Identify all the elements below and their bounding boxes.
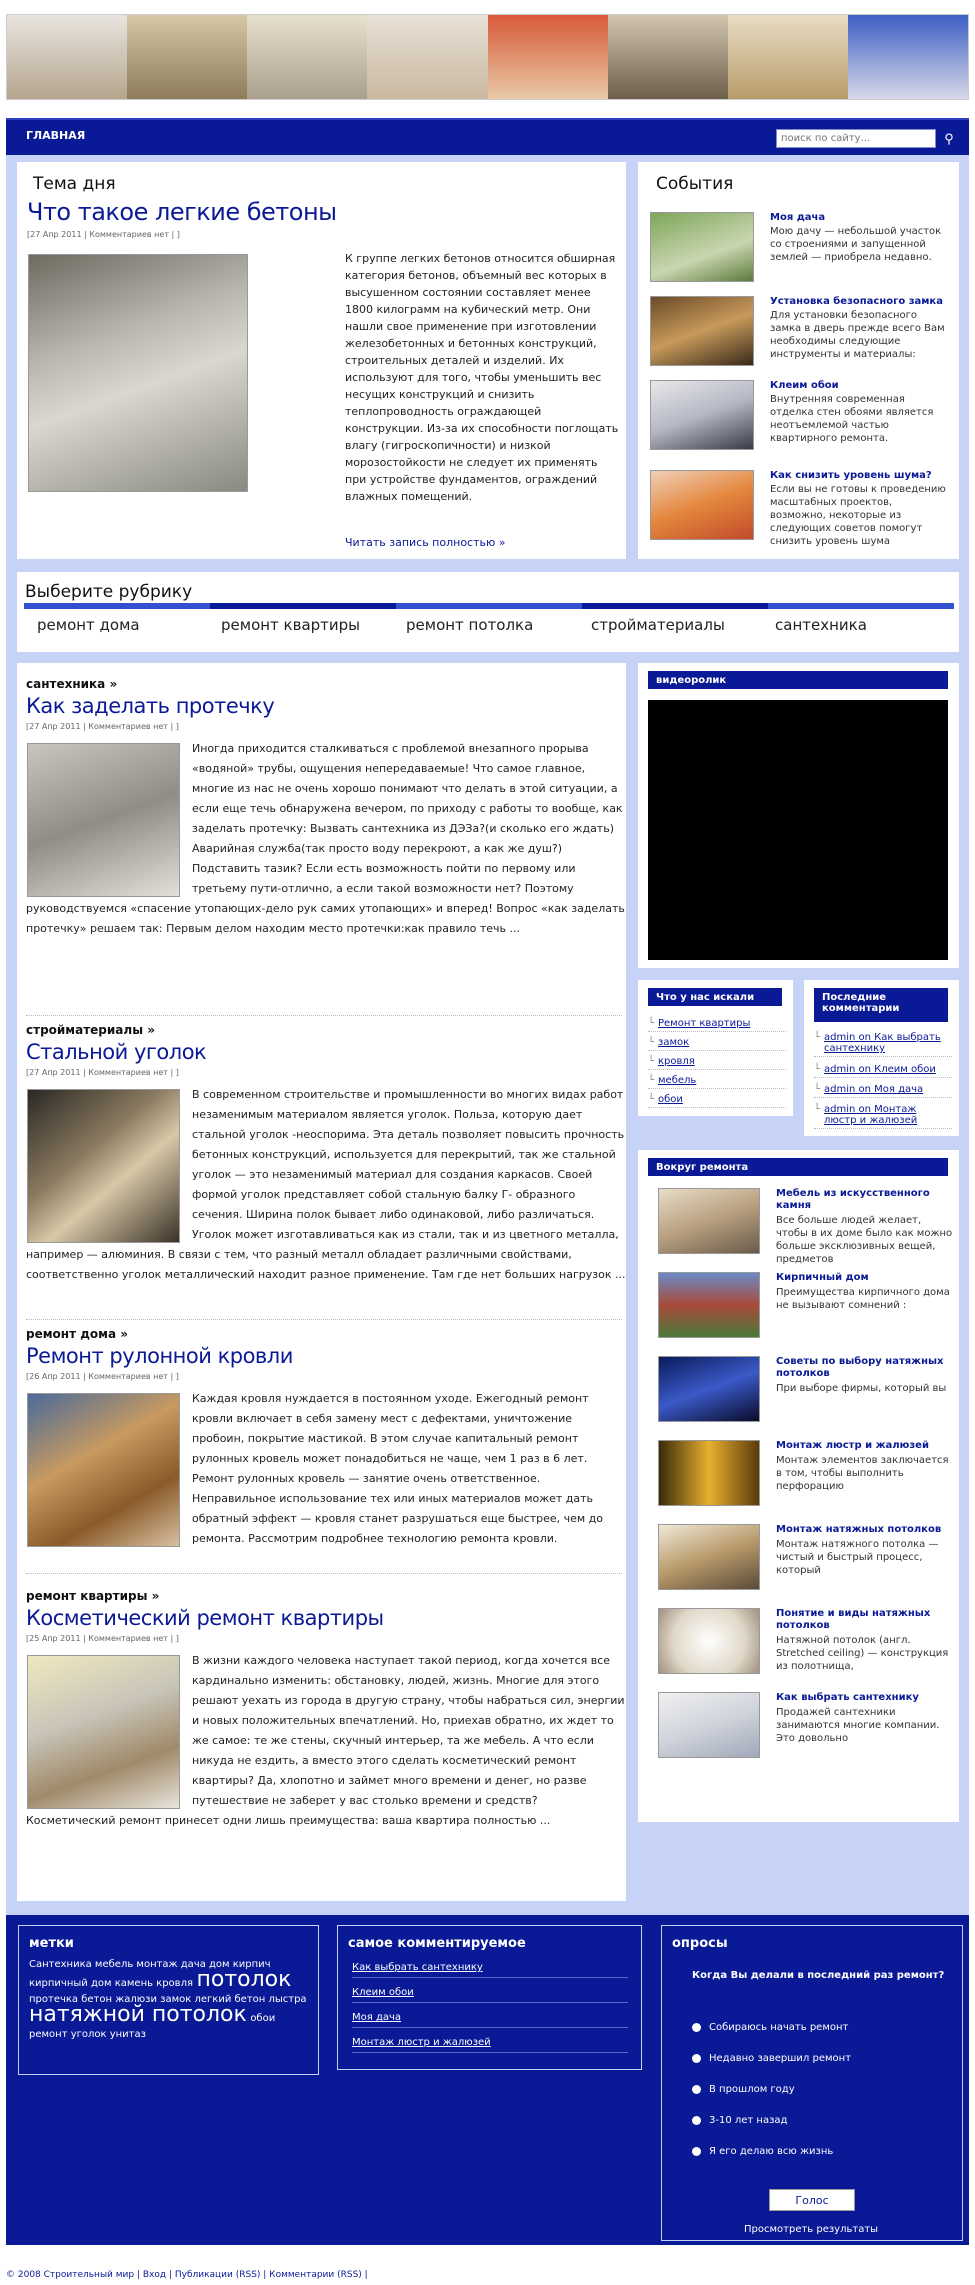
radio-icon[interactable] [692, 2054, 701, 2063]
post-text-content: В жизни каждого человека наступает такой период, когда хочется все кардинально изменить: обстановку, людей, жизнь. Многие для этого решают уехать из города в другую страну, чтобы набраться сил, энергии и новых положительных впечатлений. Но, приехав обратно, их ждет то же самое: те же стены, скучный интерьер, та же мебель. А что если никуда не ездить, а вместо этого сделать косметический ремонт квартиры? Да, хлопотно и займет много времени и денег, но разве путешествие не заберет у вас столько времени и средств? Косметический ремонт принесет одни лишь преимущества: ваша квартира полностью ... [26, 1654, 625, 1827]
post-meta: [27 Апр 2011 | Комментариев нет | ] [26, 722, 179, 731]
radio-icon[interactable] [692, 2023, 701, 2032]
post-text [26, 739, 626, 939]
around-description: Натяжной потолок (англ. Stretched ceiling) — конструкция из полотнища, [776, 1635, 949, 1672]
featured-meta: [27 Апр 2011 | Комментариев нет | ] [27, 230, 180, 239]
most-commented-link[interactable]: Клеим обои [352, 1987, 628, 2003]
comment-link[interactable]: └ admin on Монтаж люстр и жалюзей [814, 1102, 952, 1129]
category-link[interactable]: сантехника [775, 616, 867, 634]
poll-option[interactable] [692, 2115, 787, 2126]
category-link[interactable]: ремонт потолка [406, 616, 534, 634]
category-link[interactable]: ремонт дома [37, 616, 140, 634]
video-heading: видеоролик [648, 671, 948, 689]
video-player[interactable] [648, 700, 948, 960]
banner-photo-8 [848, 15, 968, 99]
post-item [26, 1023, 626, 1323]
around-title-link[interactable]: Понятие и виды натяжных потолков [776, 1608, 931, 1631]
banner-photo-7 [728, 15, 848, 99]
event-thumbnail[interactable] [650, 470, 754, 540]
around-item [658, 1272, 958, 1342]
post-title-link[interactable]: Ремонт рулонной кровли [26, 1344, 293, 1368]
around-thumbnail[interactable] [658, 1440, 760, 1506]
event-item [650, 380, 950, 456]
around-thumbnail[interactable] [658, 1356, 760, 1422]
searched-link[interactable]: └ Ремонт квартиры [648, 1016, 786, 1032]
around-description: Все больше людей желает, чтобы в их доме было как можно больше эксклюзивных вещей, предметов [776, 1215, 953, 1265]
around-title-link[interactable]: Кирпичный дом [776, 1272, 869, 1283]
tag-link[interactable]: протечка бетон жалюзи замок легкий бетон лыстра [29, 1994, 307, 2005]
post-title-link[interactable]: Косметический ремонт квартиры [26, 1606, 384, 1630]
around-title-link[interactable]: Мебель из искусственного камня [776, 1188, 930, 1211]
category-heading: Выберите рубрику [25, 582, 193, 602]
radio-icon[interactable] [692, 2147, 701, 2156]
post-meta: [26 Апр 2011 | Комментариев нет | ] [26, 1372, 179, 1381]
search-input[interactable] [776, 129, 936, 148]
around-thumbnail[interactable] [658, 1608, 760, 1674]
poll-heading: опросы [672, 1936, 728, 1951]
poll-option[interactable] [692, 2146, 833, 2157]
post-category-link[interactable]: стройматериалы » [26, 1023, 155, 1037]
banner-photo-4 [367, 15, 487, 99]
poll-option-label: 3-10 лет назад [709, 2115, 788, 2126]
events-panel [638, 162, 959, 559]
image-spacer [26, 1651, 192, 1811]
post-text-content: Иногда приходится сталкиваться с проблемой внезапного прорыва «водяной» трубы, ощущения непередаваемые! Что самое главное, многие из нас не очень хорошо понимают что делать в этой ситуации, а если еще течь обнаружена вечером, по приходу с работы то вообще, как заделать протечку: Вызвать сантехника из ДЭЗа?(и сколько его ждать) Аварийная служба(так просто воду перекроют, а как же душ?) Подставить тазик? Если есть возможность пойти по первому или третьему пути-отлично, а если такой возможности нет? Поэтому руководствуемся «спасение утопающих-дело рук самих утопающих» и вперед! Вопрос «как заделать протечку» решаем так: Первым делом находим место протечки:как правило течь ... [26, 742, 625, 935]
post-category-link[interactable]: ремонт дома » [26, 1327, 128, 1341]
posts-list [17, 663, 626, 1901]
searched-link[interactable]: └ замок [648, 1035, 786, 1051]
poll-vote-button[interactable]: Голос [769, 2189, 855, 2211]
event-item [650, 296, 950, 372]
banner-photo-2 [127, 15, 247, 99]
image-spacer [26, 1085, 192, 1245]
event-title-link[interactable]: Как снизить уровень шума? [770, 470, 932, 481]
poll-panel [661, 1925, 963, 2241]
event-description: Для установки безопасного замка в дверь прежде всего Вам необходимы следующие инструменты и материалы: [770, 310, 945, 360]
poll-option[interactable] [692, 2084, 795, 2095]
tag-link[interactable]: кирпичный дом камень кровля [29, 1978, 193, 1989]
around-item [658, 1692, 958, 1762]
around-title-link[interactable]: Как выбрать сантехнику [776, 1692, 919, 1703]
searched-link[interactable]: └ мебель [648, 1073, 786, 1089]
around-title-link[interactable]: Советы по выбору натяжных потолков [776, 1356, 944, 1379]
featured-post-panel [17, 162, 626, 559]
header-banner [6, 14, 969, 100]
tags-heading: метки [29, 1936, 74, 1951]
tag-link[interactable]: ремонт уголок унитаз [29, 2029, 146, 2040]
tag-link[interactable]: Сантехника мебель монтаж дача дом кирпич [29, 1959, 271, 1970]
comment-link[interactable]: └ admin on Клеим обои [814, 1062, 952, 1078]
event-title-link[interactable]: Моя дача [770, 212, 826, 223]
event-item [650, 470, 950, 546]
featured-read-more-link[interactable]: Читать запись полностью » [345, 536, 506, 549]
copyright: © 2008 Строительный мир | Вход | Публикации (RSS) | Комментарии (RSS) | [6, 2270, 368, 2280]
post-category-link[interactable]: ремонт квартиры » [26, 1589, 160, 1603]
post-separator [26, 1573, 622, 1574]
banner-photo-5 [488, 15, 608, 99]
poll-option-label: В прошлом году [709, 2084, 795, 2095]
banner-photo-3 [247, 15, 367, 99]
post-category-link[interactable]: сантехника » [26, 677, 118, 691]
poll-results-link[interactable]: Просмотреть результаты [744, 2224, 879, 2235]
around-item [658, 1440, 958, 1510]
radio-icon[interactable] [692, 2085, 701, 2094]
most-commented-link[interactable]: Моя дача [352, 2012, 628, 2028]
post-meta: [25 Апр 2011 | Комментариев нет | ] [26, 1634, 179, 1643]
search-button[interactable] [938, 128, 960, 149]
comments-heading: Последние комментарии [814, 988, 948, 1022]
around-description: Монтаж натяжного потолка — чистый и быстрый процесс, который [776, 1539, 939, 1576]
event-title-link[interactable]: Клеим обои [770, 380, 839, 391]
featured-heading: Тема дня [33, 174, 116, 194]
tag-cloud-panel [18, 1925, 319, 2075]
poll-option[interactable] [692, 2053, 851, 2064]
post-text-content: Каждая кровля нуждается в постоянном уходе. Ежегодный ремонт кровли включает в себя замену мест с дефектами, уничтожение пробоин, покрытие мастикой. В этом случае капитальный ремонт рулонных кровель может понадобиться не чаще, чем 1 раз в 6 лет. Ремонт рулонных кровель — занятие очень ответственное. Неправильное использование тех или иных материалов может дать обратный эффект — кровля станет разрушаться еще быстрее, чем до ремонта. Рассмотрим подробнее технологию ремонта кровли. [192, 1392, 604, 1545]
featured-text: К группе легких бетонов относится обширная категория бетонов, объемный вес которых в высушенном состоянии составляет менее 1800 килограмм на кубический метр. Они нашли свое применение при изготовлении железобетонных и бетонных конструкций, строительных деталей и изделий. Их используют для того, чтобы уменьшить вес несущих конструкций и снизить теплопроводность ограждающей конструкции. Из-за их способности поглощать влагу (гигроскопичности) и низкой морозостойкости не следует их применять при устройстве фундаментов, ограждений влажных помещений. [345, 252, 619, 503]
searched-link[interactable]: └ обои [648, 1092, 786, 1108]
category-selector [17, 572, 959, 652]
post-text [26, 1651, 626, 1831]
post-title-link[interactable]: Стальной уголок [26, 1040, 207, 1064]
radio-icon[interactable] [692, 2116, 701, 2125]
searched-heading: Что у нас искали [648, 988, 782, 1006]
event-title-link[interactable]: Установка безопасного замка [770, 296, 943, 307]
tag-link[interactable]: потолок [196, 1967, 292, 1992]
banner-photo-6 [608, 15, 728, 99]
event-thumbnail[interactable] [650, 212, 754, 282]
around-thumbnail[interactable] [658, 1692, 760, 1758]
around-item [658, 1188, 958, 1265]
event-description: Если вы не готовы к проведению масштабных проектов, возможно, некоторые из следующих советов помогут снизить уровень шума [770, 484, 946, 547]
event-thumbnail[interactable] [650, 380, 754, 450]
category-bar [24, 603, 954, 609]
around-item [658, 1524, 958, 1594]
most-commented-link[interactable]: Как выбрать сантехнику [352, 1962, 628, 1978]
image-spacer [26, 739, 192, 899]
event-description: Внутренняя современная отделка стен обоями является неотъемлемой частью квартирного ремонта. [770, 394, 934, 444]
post-item [26, 1589, 625, 1889]
post-item [26, 1327, 622, 1577]
tag-link[interactable]: обои [250, 2013, 276, 2024]
searched-link[interactable]: └ кровля [648, 1054, 786, 1070]
events-heading: События [656, 174, 734, 194]
tag-cloud [29, 1956, 314, 2042]
poll-option-label: Недавно завершил ремонт [709, 2053, 852, 2064]
featured-title-link[interactable]: Что такое легкие бетоны [27, 198, 337, 226]
around-description: При выборе фирмы, который вы [776, 1383, 947, 1394]
around-thumbnail[interactable] [658, 1272, 760, 1338]
post-title-link[interactable]: Как заделать протечку [26, 694, 275, 718]
post-text-content: В современном строительстве и промышленности во многих видах работ незаменимым материалом является уголок. Польза, которую дает стальной уголок -неоспорима. Эта деталь позволяет повысить прочность бетонных конструкций, используется для перекрытий, так же стальной уголок — это незаменимый материал для создания каркасов. Своей формой уголок представляет собой стальную балку Г- образного сечения. Ширина полок бывает либо одинаковой, либо различаться. Уголок может изготавливаться как из стали, так и из цветного металла, например — алюминия. В связи с тем, что разный металл обладает различными свойствами, соответственно уголок металлический находит разное применение. Там где нет больших нагрузок ... [26, 1088, 626, 1281]
post-separator [26, 1015, 622, 1016]
around-title-link[interactable]: Монтаж натяжных потолков [776, 1524, 942, 1535]
post-text [26, 1085, 626, 1285]
most-commented-panel [337, 1925, 642, 2070]
recent-comments-panel [804, 980, 959, 1136]
around-description: Продажей сантехники занимаются многие компании. Это довольно [776, 1707, 940, 1744]
video-panel [638, 663, 959, 968]
main-navbar [6, 118, 969, 155]
event-thumbnail[interactable] [650, 296, 754, 366]
around-title-link[interactable]: Монтаж люстр и жалюзей [776, 1440, 929, 1451]
post-item [26, 677, 625, 987]
poll-option-label: Собираюсь начать ремонт [709, 2022, 849, 2033]
poll-option-label: Я его делаю всю жизнь [709, 2146, 834, 2157]
post-meta: [27 Апр 2011 | Комментариев нет | ] [26, 1068, 179, 1077]
around-item [658, 1356, 958, 1426]
most-commented-link[interactable]: Монтаж люстр и жалюзей [352, 2037, 628, 2053]
footer [6, 1915, 969, 2245]
around-thumbnail[interactable] [658, 1524, 760, 1590]
around-description: Преимущества кирпичного дома не вызывают сомнений : [776, 1287, 950, 1311]
tag-link[interactable]: натяжной потолок [29, 2002, 247, 2027]
banner-photo-1 [7, 15, 127, 99]
around-description: Монтаж элементов заключается в том, чтобы выполнить перфорацию [776, 1455, 949, 1492]
post-separator [26, 1319, 622, 1320]
around-item [658, 1608, 958, 1678]
poll-option[interactable] [692, 2022, 848, 2033]
around-thumbnail[interactable] [658, 1188, 760, 1254]
search-icon: ⚲ [944, 130, 954, 146]
comment-link[interactable]: └ admin on Как выбрать сантехнику [814, 1030, 952, 1057]
category-link[interactable]: ремонт квартиры [221, 616, 361, 634]
most-commented-heading: самое комментируемое [348, 1936, 526, 1951]
featured-image[interactable] [28, 254, 248, 492]
event-description: Мою дачу — небольшой участок со строениями и запущенной землей — приобрела недавно. [770, 226, 942, 263]
around-heading: Вокруг ремонта [648, 1158, 948, 1176]
event-item [650, 212, 950, 288]
around-repair-panel [638, 1150, 959, 1822]
searched-panel [638, 980, 793, 1116]
comment-link[interactable]: └ admin on Моя дача [814, 1082, 952, 1098]
poll-question: Когда Вы делали в последний раз ремонт? [692, 1970, 945, 1981]
category-link[interactable]: стройматериалы [591, 616, 725, 634]
nav-home-link[interactable]: ГЛАВНАЯ [26, 129, 86, 142]
